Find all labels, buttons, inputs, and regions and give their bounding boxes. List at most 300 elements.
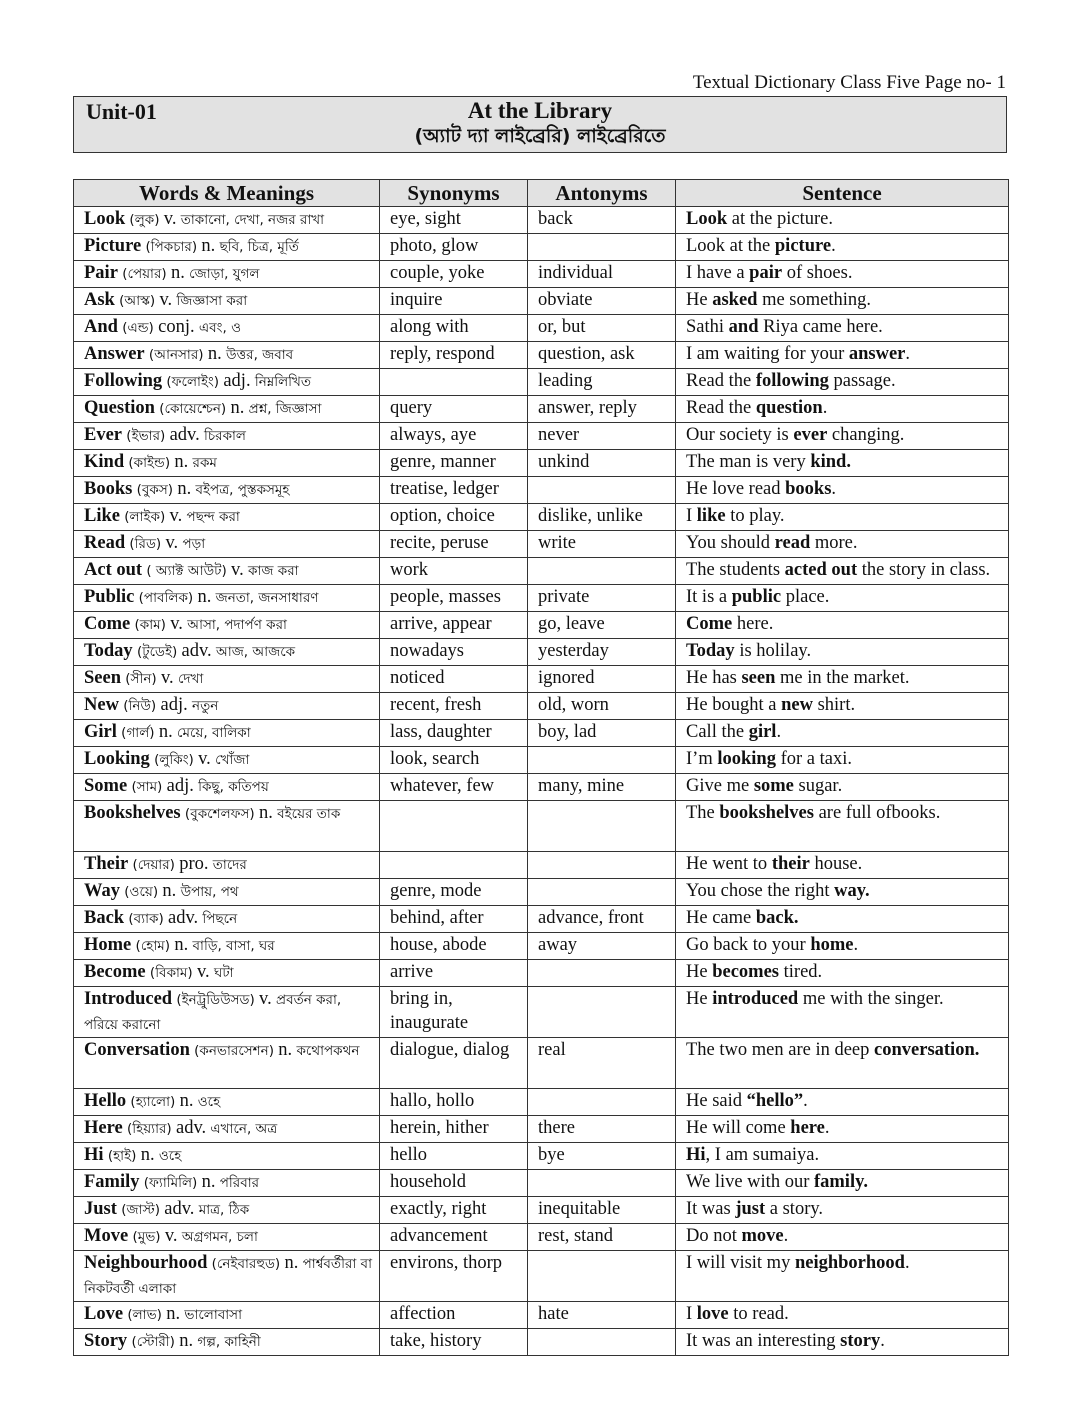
part-of-speech: v. [170,614,183,634]
word-meaning-cell [74,1038,380,1089]
table-row [74,987,1009,1038]
sentence-keyword: seen [741,668,776,688]
table-row [74,906,1009,933]
meaning: দেখা [173,671,204,687]
meaning: নিম্নলিখিত [250,374,312,390]
sentence-post: a story. [765,1199,824,1219]
sentence-pre: I [686,1304,697,1324]
pronunciation: (হিয়্যার) [122,1121,176,1137]
sentence-pre: Read the [686,371,756,391]
part-of-speech: n. [179,1331,194,1351]
part-of-speech: n. [278,1040,293,1060]
sentence-cell [676,558,1009,585]
meaning: কিছু, কতিপয় [193,779,269,795]
word: Ask [84,290,115,310]
sentence-pre: He has [686,668,742,688]
meaning: কাজ করা [243,563,299,579]
sentence-cell [676,423,1009,450]
word-meaning-cell [74,477,380,504]
sentence-cell [676,852,1009,879]
pronunciation: (আস্ক) [114,293,160,309]
word: Just [84,1199,117,1219]
synonyms-cell: look, search [380,747,528,774]
synonyms-cell: herein, hither [380,1116,528,1143]
synonyms-cell: option, choice [380,504,528,531]
part-of-speech: n. [258,803,273,823]
synonyms-cell: house, abode [380,933,528,960]
sentence-post: to read. [728,1304,789,1324]
part-of-speech: n. [140,1145,155,1165]
meaning: অগ্রগমন, চলা [177,1229,258,1245]
pronunciation: (এন্ড) [117,320,159,336]
word: Seen [84,668,121,688]
word: Today [84,641,133,661]
meaning: পার্শ্ববর্তীরা বা নিকটবর্তী এলাকা [84,1256,372,1297]
table-row [74,288,1009,315]
unit-label: Unit-01 [86,99,157,124]
sentence-post: me in the market. [775,668,910,688]
pronunciation: (টুডেই) [132,644,182,660]
sentence-pre: Give me [686,776,754,796]
sentence-pre: Look at the [686,236,775,256]
part-of-speech: adv. [168,908,199,928]
word-meaning-cell [74,639,380,666]
word: Pair [84,263,118,283]
sentence-cell [676,450,1009,477]
sentence-pre: You should [686,533,775,553]
table-row [74,774,1009,801]
sentence-cell [676,261,1009,288]
synonyms-cell: people, masses [380,585,528,612]
part-of-speech: v. [163,209,177,229]
meaning: এবং, ও [194,320,242,336]
part-of-speech: pro. [179,854,209,874]
pronunciation: (আনসার) [144,347,208,363]
pronunciation: ( অ্যাক্ট আউট) [142,563,232,579]
word-meaning-cell [74,1224,380,1251]
sentence-pre: He said [686,1091,747,1111]
sentence-cell [676,720,1009,747]
antonyms-cell [528,879,676,906]
word-meaning-cell [74,369,380,396]
word-meaning-cell [74,288,380,315]
meaning: নতুন [187,698,219,714]
sentence-pre: The two men are in deep [686,1040,875,1060]
pronunciation: (ব্যাক) [124,911,168,927]
word: Look [84,209,126,229]
sentence-pre: He bought a [686,695,782,715]
word-meaning-cell [74,342,380,369]
pronunciation: (গার্ল) [116,725,159,741]
unit-banner [73,96,1007,153]
meaning: প্রশ্ন, জিজ্ঞাসা [244,401,322,417]
synonyms-cell: hello [380,1143,528,1170]
word: Answer [84,344,145,364]
sentence-post: me something. [757,290,872,310]
pronunciation: (নিউ) [118,698,161,714]
sentence-pre: The [686,803,720,823]
table-row [74,1302,1009,1329]
table-row [74,342,1009,369]
word-meaning-cell [74,1302,380,1329]
word: New [84,695,119,715]
sentence-pre: Call the [686,722,749,742]
table-row [74,504,1009,531]
synonyms-cell: nowadays [380,639,528,666]
antonyms-cell: unkind [528,450,676,477]
antonyms-cell: individual [528,261,676,288]
antonyms-cell: leading [528,369,676,396]
sentence-post: are full ofbooks. [813,803,941,823]
sentence-cell [676,1224,1009,1251]
synonyms-cell: lass, daughter [380,720,528,747]
sentence-cell [676,960,1009,987]
antonyms-cell [528,558,676,585]
antonyms-cell: real [528,1038,676,1089]
part-of-speech: n. [174,452,189,472]
column-header: Antonyms [528,180,676,207]
sentence-post: . [905,344,911,364]
sentence-keyword: here [790,1118,825,1138]
sentence-post: . [831,479,837,499]
meaning: আসা, পদার্পণ করা [182,617,287,633]
sentence-post: here. [732,614,774,634]
meaning: তাদের [208,857,247,873]
sentence-keyword: back. [755,908,799,928]
part-of-speech: v. [165,533,179,553]
pronunciation: (রিড) [125,536,166,552]
word-meaning-cell [74,693,380,720]
table-row [74,585,1009,612]
antonyms-cell [528,1329,676,1356]
part-of-speech: n. [201,236,216,256]
sentence-keyword: like [696,506,726,526]
sentence-cell [676,747,1009,774]
word-meaning-cell [74,987,380,1038]
meaning: বাড়ি, বাসা, ঘর [188,938,275,954]
pronunciation: (পিকচার) [141,239,202,255]
sentence-keyword: Look [686,209,728,229]
pronunciation: (সাম) [127,779,167,795]
synonyms-cell: recite, peruse [380,531,528,558]
part-of-speech: n. [201,1172,216,1192]
pronunciation: (ইভার) [122,428,170,444]
pronunciation: (পাবলিক) [134,590,198,606]
sentence-post: tired. [779,962,823,982]
table-row [74,720,1009,747]
unit-title: At the Library [467,98,613,123]
table-row [74,558,1009,585]
word-meaning-cell [74,1170,380,1197]
table-row [74,261,1009,288]
page-header: Textual Dictionary Class Five Page no- 1 [692,72,1006,93]
synonyms-cell: bring in, inaugurate [380,987,528,1038]
pronunciation: (কোয়েশ্চেন) [154,401,231,417]
sentence-pre: Go back to your [686,935,811,955]
sentence-cell [676,639,1009,666]
sentence-post: to play. [725,506,785,526]
word: Home [84,935,132,955]
word: Question [84,398,155,418]
meaning: উত্তর, জবাব [221,347,294,363]
sentence-keyword: books [785,479,832,499]
word-meaning-cell [74,1089,380,1116]
pronunciation: (লাভ) [123,1307,167,1323]
table-row [74,1143,1009,1170]
sentence-cell [676,693,1009,720]
sentence-keyword: public [731,587,782,607]
word: Hello [84,1091,127,1111]
sentence-cell [676,315,1009,342]
part-of-speech: adj. [166,776,194,796]
part-of-speech: v. [197,962,210,982]
table-row [74,1224,1009,1251]
synonyms-cell: take, history [380,1329,528,1356]
part-of-speech: n. [177,479,192,499]
sentence-pre: He [686,962,713,982]
synonyms-cell: affection [380,1302,528,1329]
table-row [74,369,1009,396]
table-row [74,1170,1009,1197]
sentence-pre: I [686,506,697,526]
sentence-pre: I’m [686,749,718,769]
sentence-pre: He love read [686,479,786,499]
sentence-pre: He went to [686,854,772,874]
part-of-speech: v. [164,1226,178,1246]
word-meaning-cell [74,666,380,693]
word: Some [84,776,128,796]
word: Kind [84,452,125,472]
meaning: উপায়, পথ [176,884,239,900]
antonyms-cell: never [528,423,676,450]
sentence-cell [676,1089,1009,1116]
sentence-keyword: Come [686,614,733,634]
meaning: মেয়ে, বালিকা [172,725,251,741]
antonyms-cell [528,1251,676,1302]
synonyms-cell: inquire [380,288,528,315]
word-meaning-cell [74,747,380,774]
sentence-cell [676,906,1009,933]
sentence-post: shirt. [812,695,856,715]
table-header-row [74,180,1009,207]
pronunciation: (ফ্যামিলি) [139,1175,202,1191]
word: Become [84,962,146,982]
column-header: Words & Meanings [74,180,380,207]
antonyms-cell: hate [528,1302,676,1329]
sentence-pre: He will come [686,1118,791,1138]
table-row [74,234,1009,261]
sentence-pre: He [686,290,713,310]
word-meaning-cell [74,1251,380,1302]
sentence-post: . [783,1226,789,1246]
sentence-pre: I am waiting for your [686,344,849,364]
synonyms-cell: noticed [380,666,528,693]
word: Family [84,1172,140,1192]
sentence-cell [676,477,1009,504]
word-meaning-cell [74,612,380,639]
word: Read [84,533,126,553]
sentence-post: . [853,935,859,955]
pronunciation: (স্টোরী) [127,1334,180,1350]
sentence-keyword: pair [749,263,783,283]
part-of-speech: v. [259,989,272,1009]
sentence-keyword: kind. [810,452,851,472]
part-of-speech: adv. [169,425,200,445]
part-of-speech: n. [158,722,173,742]
antonyms-cell: yesterday [528,639,676,666]
antonyms-cell [528,477,676,504]
meaning: এখানে, অত্র [206,1121,278,1137]
word-meaning-cell [74,315,380,342]
sentence-post: is holilay. [734,641,812,661]
word: Ever [84,425,123,445]
meaning: জোড়া, যুগল [184,266,260,282]
antonyms-cell [528,747,676,774]
sentence-post: place. [781,587,830,607]
antonyms-cell [528,1170,676,1197]
word-meaning-cell [74,585,380,612]
sentence-keyword: new [781,695,813,715]
synonyms-cell: arrive, appear [380,612,528,639]
table-row [74,396,1009,423]
antonyms-cell: write [528,531,676,558]
sentence-pre: You chose the right [686,881,835,901]
word-meaning-cell [74,531,380,558]
table-row [74,1329,1009,1356]
antonyms-cell: dislike, unlike [528,504,676,531]
part-of-speech: n. [166,1304,181,1324]
pronunciation: (নেইবারহুড) [207,1256,285,1272]
sentence-keyword: girl [748,722,777,742]
word: Looking [84,749,150,769]
table-row [74,423,1009,450]
sentence-pre: I have a [686,263,750,283]
pronunciation: (মুভ) [128,1229,165,1245]
part-of-speech: adv. [175,1118,207,1138]
pronunciation: (দেয়ার) [128,857,180,873]
meaning: মাত্র, ঠিক [194,1202,250,1218]
meaning: ভালোবাসা [180,1307,243,1323]
sentence-pre: Read the [686,398,756,418]
sentence-cell [676,933,1009,960]
sentence-cell [676,612,1009,639]
sentence-post: . [803,1091,808,1111]
pronunciation: (লুক) [125,212,164,228]
meaning: ঘটা [209,965,234,981]
sentence-keyword: picture [774,236,832,256]
pronunciation: (হাই) [103,1148,141,1164]
part-of-speech: conj. [158,317,195,337]
word: Hi [84,1145,104,1165]
antonyms-cell: old, worn [528,693,676,720]
sentence-cell [676,1116,1009,1143]
part-of-speech: n. [162,881,177,901]
meaning: খোঁজা [210,752,250,768]
sentence-keyword: asked [712,290,758,310]
sentence-pre: The students [686,560,785,580]
meaning: তাকানো, দেখা, নজর রাখা [176,212,325,228]
word: Picture [84,236,142,256]
meaning: কথোপকথন [292,1043,360,1059]
pronunciation: (ফলোইং) [162,374,224,390]
antonyms-cell: obviate [528,288,676,315]
part-of-speech: n. [284,1253,299,1273]
sentence-pre: It was an interesting [686,1331,841,1351]
word: Public [84,587,135,607]
synonyms-cell: eye, sight [380,207,528,234]
column-header: Sentence [676,180,1009,207]
word: Act out [84,560,143,580]
synonyms-cell: work [380,558,528,585]
table-row [74,315,1009,342]
antonyms-cell [528,852,676,879]
word: Come [84,614,131,634]
meaning: জিজ্ঞাসা করা [172,293,248,309]
sentence-keyword: just [735,1199,766,1219]
sentence-cell [676,207,1009,234]
word-meaning-cell [74,774,380,801]
synonyms-cell [380,801,528,852]
word-meaning-cell [74,720,380,747]
sentence-keyword: acted out [784,560,858,580]
sentence-pre: He came [686,908,756,928]
sentence-cell [676,342,1009,369]
sentence-cell [676,1251,1009,1302]
sentence-keyword: story [840,1331,881,1351]
meaning: আজ, আজকে [211,644,296,660]
word: Like [84,506,120,526]
sentence-keyword: love [696,1304,729,1324]
pronunciation: (কাইন্ড) [124,455,175,471]
sentence-cell [676,1197,1009,1224]
meaning: ছবি, চিত্র, মূর্তি [215,239,299,255]
sentence-cell [676,879,1009,906]
meaning: বইয়ের তাক [272,806,341,822]
sentence-post: . [880,1331,885,1351]
sentence-cell [676,369,1009,396]
table-body [74,207,1009,1356]
synonyms-cell: household [380,1170,528,1197]
sentence-keyword: read [774,533,811,553]
sentence-post: more. [810,533,858,553]
sentence-cell [676,234,1009,261]
meaning: জনতা, জনসাধারণ [211,590,319,606]
sentence-post: passage. [828,371,896,391]
sentence-post: sugar. [793,776,843,796]
word-meaning-cell [74,801,380,852]
antonyms-cell: back [528,207,676,234]
table-row [74,1038,1009,1089]
word-meaning-cell [74,207,380,234]
table-row [74,1116,1009,1143]
synonyms-cell: hallo, hollo [380,1089,528,1116]
antonyms-cell: there [528,1116,676,1143]
part-of-speech: adv. [164,1199,195,1219]
part-of-speech: n. [174,935,189,955]
pronunciation: (লুকিং) [149,752,199,768]
synonyms-cell: photo, glow [380,234,528,261]
table-row [74,207,1009,234]
antonyms-cell: question, ask [528,342,676,369]
pronunciation: (বিকাম) [145,965,197,981]
sentence-cell [676,774,1009,801]
sentence-cell [676,585,1009,612]
pronunciation: (হ্যালো) [126,1094,180,1110]
word: Way [84,881,120,901]
sentence-pre: It is a [686,587,732,607]
word-meaning-cell [74,450,380,477]
pronunciation: (বুকশেলফস) [180,806,259,822]
